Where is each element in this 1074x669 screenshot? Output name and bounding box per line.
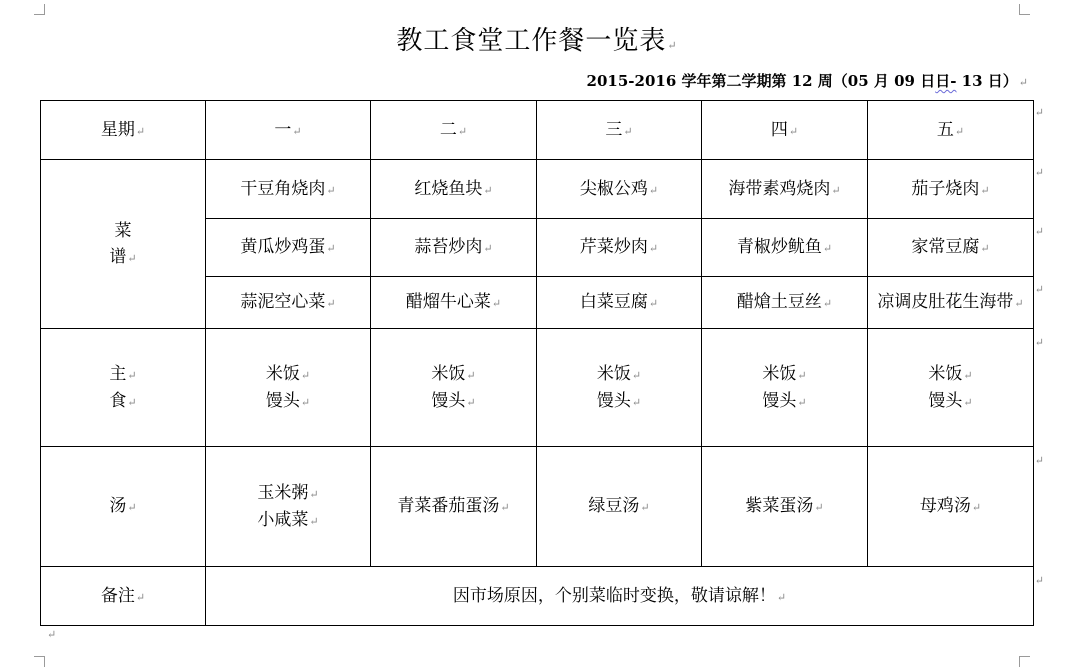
paragraph-mark-icon: ↵: [300, 395, 311, 409]
table-cell-dish[interactable]: 芹菜炒肉↵: [537, 219, 702, 277]
row-end-mark-icon: ↵: [1034, 454, 1044, 467]
paragraph-mark-icon: ↵: [326, 183, 336, 197]
table-cell-soup[interactable]: 玉米粥↵ 小咸菜↵: [206, 447, 371, 567]
paragraph-mark-icon: ↵: [822, 297, 833, 311]
page-corner-mark: [34, 4, 45, 15]
table-row: [41, 567, 1034, 626]
paragraph-mark-icon: ↵: [797, 395, 807, 409]
table-cell-dish[interactable]: 青椒炒鱿鱼↵: [702, 219, 868, 277]
table-cell-dish[interactable]: 海带素鸡烧肉↵: [702, 160, 868, 219]
table-cell-soup[interactable]: 青菜番茄蛋汤↵: [371, 447, 537, 567]
paragraph-mark-icon: ↵: [831, 183, 841, 197]
table-cell-staple[interactable]: 米饭↵ 馒头↵: [868, 329, 1034, 447]
table-cell-day[interactable]: 五↵: [868, 101, 1034, 160]
table-cell-dish[interactable]: 黄瓜炒鸡蛋↵: [206, 219, 371, 277]
paragraph-mark-icon: ↵: [466, 395, 476, 409]
paragraph-mark-icon: ↵: [667, 39, 678, 52]
document-end-mark-icon[interactable]: ↵: [47, 628, 57, 641]
semester-week-suffix: 13 日）: [956, 72, 1018, 90]
paragraph-mark-icon: ↵: [631, 395, 642, 409]
paragraph-mark-icon: ↵: [500, 501, 510, 515]
table-row: [41, 447, 1034, 567]
table-cell-dish[interactable]: 凉调皮肚花生海带↵: [868, 277, 1034, 329]
paragraph-mark-icon: ↵: [309, 488, 319, 502]
table-row: [41, 160, 1034, 219]
table-row: [41, 101, 1034, 160]
paragraph-mark-icon: ↵: [648, 297, 659, 311]
paragraph-mark-icon: ↵: [1014, 297, 1024, 311]
page-corner-mark: [1019, 4, 1030, 15]
paragraph-mark-icon: ↵: [135, 124, 146, 138]
table-cell-dish[interactable]: 尖椒公鸡↵: [537, 160, 702, 219]
paragraph-mark-icon: ↵: [127, 501, 137, 515]
paragraph-mark-icon: ↵: [980, 242, 990, 256]
table-cell-staple[interactable]: 米饭↵ 馒头↵: [537, 329, 702, 447]
paragraph-mark-icon: ↵: [623, 124, 633, 138]
page-corner-mark: [34, 656, 45, 667]
table-row: [41, 329, 1034, 447]
table-cell-day[interactable]: 一↵: [206, 101, 371, 160]
table-cell-dishes-label[interactable]: 菜 谱↵: [41, 160, 206, 329]
table-cell-soup[interactable]: 母鸡汤↵: [868, 447, 1034, 567]
paragraph-mark-icon: ↵: [776, 590, 787, 604]
paragraph-mark-icon: ↵: [483, 183, 493, 197]
table-cell-weekday-label[interactable]: 星期↵: [41, 101, 206, 160]
paragraph-mark-icon: ↵: [483, 242, 493, 256]
paragraph-mark-icon: ↵: [954, 124, 965, 138]
paragraph-mark-icon: ↵: [491, 297, 502, 311]
table-cell-dish[interactable]: 红烧鱼块↵: [371, 160, 537, 219]
row-end-mark-icon: ↵: [1034, 166, 1044, 179]
table-cell-day[interactable]: 四↵: [702, 101, 868, 160]
table-cell-dish[interactable]: 家常豆腐↵: [868, 219, 1034, 277]
row-end-mark-icon: ↵: [1034, 574, 1044, 587]
paragraph-mark-icon: ↵: [980, 183, 990, 197]
page-title-text: 教工食堂工作餐一览表: [396, 26, 667, 56]
page-corner-mark: [1019, 656, 1030, 667]
paragraph-mark-icon: ↵: [631, 369, 642, 383]
table-cell-dish[interactable]: 茄子烧肉↵: [868, 160, 1034, 219]
table-cell-soup-label[interactable]: 汤↵: [41, 447, 206, 567]
table-cell-day[interactable]: 二↵: [371, 101, 537, 160]
paragraph-mark-icon: ↵: [127, 395, 137, 409]
table-cell-remarks-label[interactable]: 备注↵: [41, 567, 206, 626]
paragraph-mark-icon: ↵: [1018, 76, 1028, 89]
paragraph-mark-icon: ↵: [326, 297, 336, 311]
grammar-check-underline: 日-: [935, 72, 957, 90]
paragraph-mark-icon: ↵: [135, 590, 146, 604]
table-cell-staple[interactable]: 米饭↵ 馒头↵: [371, 329, 537, 447]
semester-week-prefix: 2015-2016 学年第二学期第 12 周（05 月 09 日: [586, 72, 936, 90]
table-cell-dish[interactable]: 蒜泥空心菜↵: [206, 277, 371, 329]
paragraph-mark-icon: ↵: [127, 369, 137, 383]
table-cell-remarks[interactable]: 因市场原因，个别菜临时变换，敬请谅解！↵: [206, 567, 1034, 626]
semester-week-line[interactable]: [587, 70, 1028, 91]
paragraph-mark-icon: ↵: [127, 252, 137, 265]
paragraph-mark-icon: ↵: [292, 124, 302, 138]
table-cell-staple[interactable]: 米饭↵ 馒头↵: [702, 329, 868, 447]
table-cell-soup[interactable]: 紫菜蛋汤↵: [702, 447, 868, 567]
paragraph-mark-icon: ↵: [788, 124, 799, 138]
paragraph-mark-icon: ↵: [963, 395, 973, 409]
table-cell-staple[interactable]: 米饭↵ 馒头↵: [206, 329, 371, 447]
paragraph-mark-icon: ↵: [963, 369, 973, 383]
paragraph-mark-icon: ↵: [300, 369, 311, 383]
table-cell-dish[interactable]: 醋熘牛心菜↵: [371, 277, 537, 329]
paragraph-mark-icon: ↵: [648, 183, 659, 197]
paragraph-mark-icon: ↵: [457, 124, 468, 138]
table-cell-staple-label[interactable]: 主↵ 食↵: [41, 329, 206, 447]
paragraph-mark-icon: ↵: [971, 501, 982, 515]
page-title[interactable]: [0, 20, 1074, 57]
row-end-mark-icon: ↵: [1034, 336, 1044, 349]
table-cell-soup[interactable]: 绿豆汤↵: [537, 447, 702, 567]
paragraph-mark-icon: ↵: [814, 501, 824, 515]
paragraph-mark-icon: ↵: [326, 242, 336, 256]
paragraph-mark-icon: ↵: [309, 514, 319, 528]
row-end-mark-icon: ↵: [1034, 283, 1044, 296]
table-cell-dish[interactable]: 白菜豆腐↵: [537, 277, 702, 329]
paragraph-mark-icon: ↵: [640, 501, 650, 515]
table-cell-dish[interactable]: 蒜苔炒肉↵: [371, 219, 537, 277]
paragraph-mark-icon: ↵: [648, 242, 659, 256]
paragraph-mark-icon: ↵: [797, 369, 807, 383]
table-cell-dish[interactable]: 醋熗土豆丝↵: [702, 277, 868, 329]
table-cell-dish[interactable]: 干豆角烧肉↵: [206, 160, 371, 219]
paragraph-mark-icon: ↵: [822, 242, 833, 256]
row-end-mark-icon: ↵: [1034, 225, 1044, 238]
paragraph-mark-icon: ↵: [466, 369, 476, 383]
table-cell-day[interactable]: 三↵: [537, 101, 702, 160]
row-end-mark-icon: ↵: [1034, 106, 1044, 119]
menu-table: [40, 100, 1034, 626]
